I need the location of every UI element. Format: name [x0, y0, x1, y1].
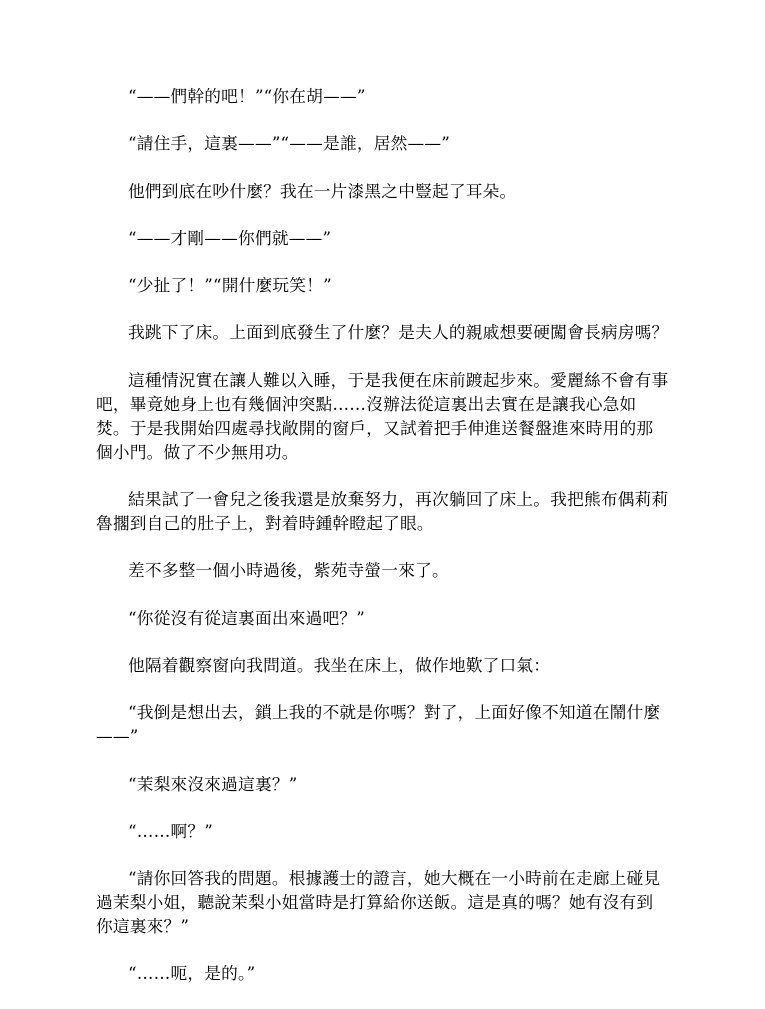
paragraph: “……呃，是的。”	[128, 963, 256, 984]
paragraph: “——才剛——你們就——”	[128, 227, 332, 248]
paragraph: “你從沒有從這裏面出來過吧？”	[128, 607, 365, 628]
paragraph: “茉梨來沒來過這裏？”	[128, 773, 298, 794]
paragraph: 這種情況實在讓人難以入睡，于是我便在床前踱起步來。愛麗絲不會有事吧，畢竟她身上也有幾個沖突點……沒辦法從這裏出去實在是讓我心急如焚。于是我開始四處尋找敞開的窗戶，又試着把手伸進送餐盤進來時用的那個小門。做了不少無用功。	[96, 369, 669, 462]
paragraph: 結果試了一會兒之後我還是放棄努力，再次躺回了床上。我把熊布偶莉莉魯擱到自己的肚子上，對着時鍾幹瞪起了眼。	[96, 489, 669, 534]
document-page	[96, 84, 670, 1009]
paragraph: 他隔着觀察窗向我問道。我坐在床上，做作地歎了口氣：	[128, 654, 551, 675]
paragraph: “我倒是想出去，鎖上我的不就是你嗎？對了，上面好像不知道在鬧什麼——”	[96, 702, 661, 747]
paragraph: 差不多整一個小時過後，紫苑寺螢一來了。	[128, 560, 449, 581]
paragraph: “請你回答我的問題。根據護士的證言，她大概在一小時前在走廊上碰見過茉梨小姐，聽說茉梨小姐當時是打算給你送飯。這是真的嗎？她有沒有到你這裏來？”	[96, 868, 661, 937]
paragraph: 他們到底在吵什麼？我在一片漆黑之中豎起了耳朵。	[128, 180, 517, 201]
paragraph: 我跳下了床。上面到底發生了什麼？是夫人的親戚想要硬闖會長病房嗎？	[128, 322, 669, 343]
paragraph: “——們幹的吧！”“你在胡——”	[128, 86, 366, 106]
paragraph: “……啊？”	[128, 820, 214, 841]
paragraph: “請住手，這裏——”“——是誰，居然——”	[128, 133, 451, 154]
paragraph: “少扯了！”“開什麼玩笑！”	[128, 275, 332, 296]
